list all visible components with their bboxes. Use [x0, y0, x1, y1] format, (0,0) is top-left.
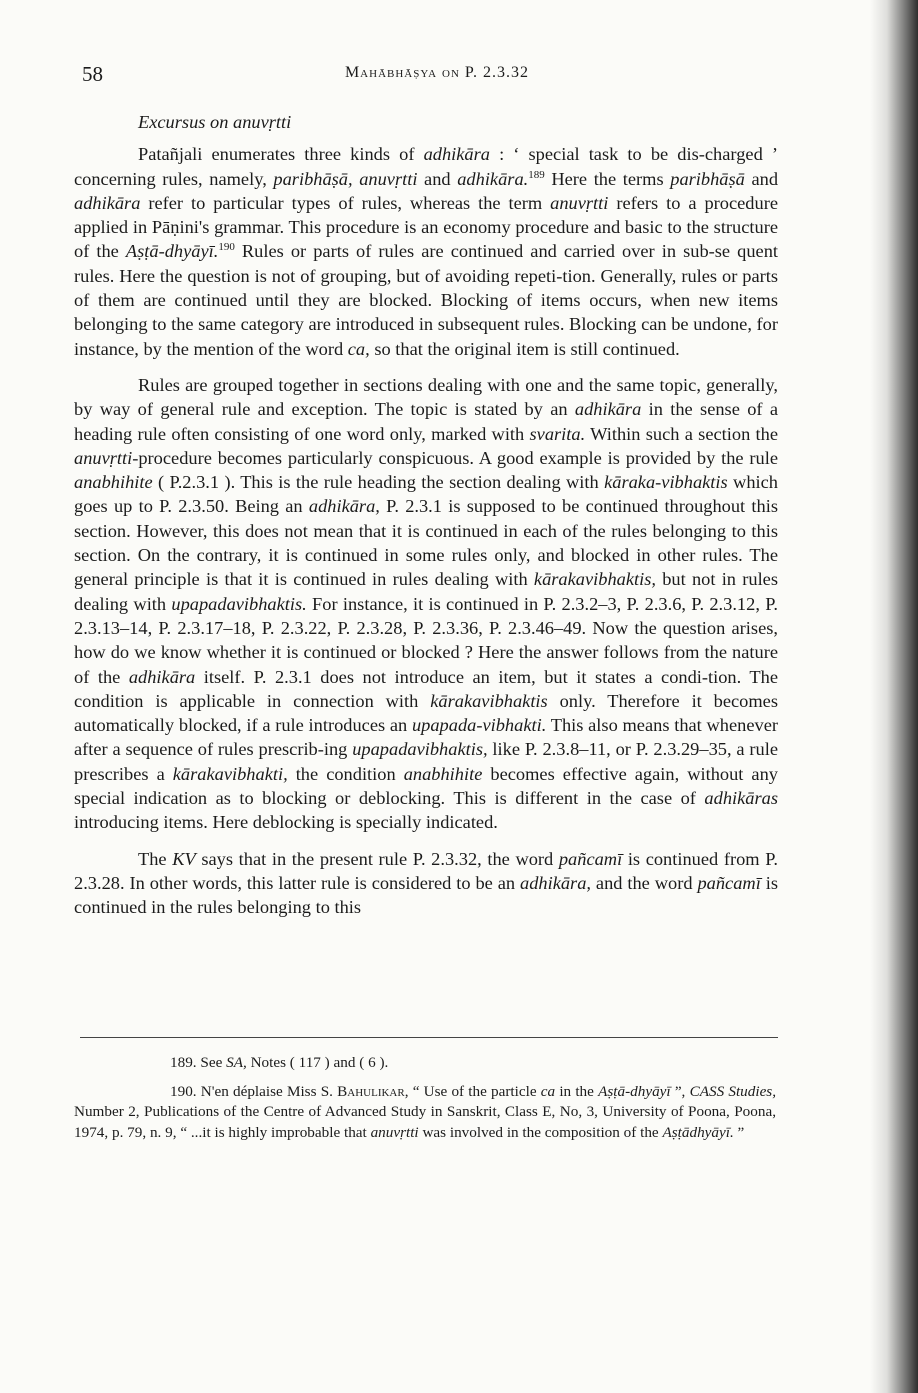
- running-head-part: on: [437, 64, 465, 81]
- paragraph-3: [74, 847, 778, 920]
- running-head-part: Mah: [344, 64, 379, 81]
- italic-term: adhikāra: [574, 399, 642, 420]
- scan-edge-shadow: [870, 0, 918, 1393]
- footnote-ref-190[interactable]: 190: [218, 241, 235, 254]
- italic-term: anuvṛtti: [550, 192, 609, 213]
- italic-term: Aṣṭā-dhyāyī: [598, 1082, 671, 1100]
- italic-term: pañcamī: [558, 848, 623, 869]
- paragraph-1: [74, 142, 778, 361]
- italic-term: kārakavibhaktis,: [533, 569, 656, 590]
- italic-term: paribhāṣā, anuvṛtti: [273, 168, 418, 189]
- text-run: refers to a procedure applied in Pāṇini's grammar. This procedure is an economy procedure and basic to the structure of the: [74, 192, 778, 262]
- footnote-189: [74, 1053, 776, 1074]
- text-run: Here the terms: [544, 168, 671, 189]
- page-number: 58: [82, 62, 103, 86]
- italic-term: adhikāra: [74, 192, 141, 213]
- text-run: so that the original item is still continued.: [369, 338, 680, 359]
- italic-term: kāraka-vibhaktis: [604, 472, 728, 493]
- italic-term: adhikāra: [128, 666, 196, 687]
- footnotes: [74, 1053, 776, 1151]
- italic-term: Aṣṭā-dhyāyī.: [125, 241, 219, 262]
- italic-term: adhikāras: [704, 788, 778, 809]
- running-head-part: P. 2.3.32: [464, 64, 530, 81]
- italic-term: ca: [540, 1082, 556, 1100]
- text-run: is continued from P. 2.3.28. In other words, this latter rule is considered to be an: [74, 848, 778, 893]
- italic-term: kārakavibhakti,: [172, 763, 288, 784]
- text-run: becomes effective again, without any special indication as to blocking or deblocking. This is different in the case of: [74, 763, 778, 809]
- text-run: is continued in the rules belonging to this: [74, 872, 778, 918]
- text-run: itself. P. 2.3.1 does not introduce an item, but it states a condi-tion. The condition is applicable in connection with: [74, 666, 779, 711]
- running-head-part: ābhāṣya: [378, 64, 438, 81]
- text-run: was involved in the composition of the: [418, 1123, 663, 1141]
- italic-term: adhikāra: [423, 144, 490, 165]
- text-run: refer to particular types of rules, whereas the term: [140, 192, 551, 213]
- italic-term: adhikāra,: [520, 872, 592, 893]
- italic-term: adhikāra,: [308, 496, 380, 517]
- text-run: Patañjali enumerates three kinds of: [138, 144, 424, 165]
- text-run: says that in the present rule P. 2.3.32, the word: [195, 848, 559, 869]
- text-run: , “ Use of the particle: [404, 1082, 541, 1100]
- footnote-190: [74, 1082, 776, 1144]
- italic-term: svarita.: [529, 423, 586, 444]
- text-run: 189. See: [170, 1054, 227, 1071]
- text-run: ”: [733, 1123, 745, 1141]
- text-run: P. 2.3.1 is supposed to be continued throughout this section. However, this does not mean that it is continued in each of the rules belonging to this section. On the contrary, it is continued in some rules only, and blocked in other rules. The general principle is that it is continued in rules dealing with: [74, 496, 778, 590]
- italic-term: anabhihite: [74, 472, 153, 493]
- text-run: ”,: [670, 1082, 690, 1100]
- text-run: Number 2, Publications of the Centre of Advanced Study in Sanskrit, Class E, No, 3, University of Poona, Poona, 1974, p. 79, n. 9, “ ...it is highly improbable that: [74, 1103, 776, 1141]
- text-run: but not in rules dealing with: [74, 569, 779, 614]
- text-run: 190. N'en déplaise Miss S.: [170, 1082, 338, 1100]
- text-run: and: [417, 168, 458, 189]
- italic-term: paribhāṣā: [670, 168, 745, 189]
- text-run: Rules are grouped together in sections dealing with one and the same topic, generally, by way of general rule and exception. The topic is stated by an: [74, 374, 778, 420]
- text-run: and the word: [591, 872, 698, 893]
- italic-term: CASS Studies,: [689, 1082, 777, 1100]
- text-run: which goes up to P. 2.3.50. Being an: [74, 472, 778, 517]
- text-run: ( P.2.3.1 ). This is the rule heading the section dealing with: [152, 472, 605, 493]
- text-run: The: [138, 848, 173, 869]
- text-run: -procedure becomes particularly conspicuous. A good example is provided by the rule: [132, 447, 778, 468]
- italic-term: pañcamī: [697, 872, 761, 893]
- italic-term: ca,: [347, 338, 370, 359]
- text-run: in the: [555, 1082, 599, 1100]
- text-run: Notes ( 117 ) and ( 6 ).: [246, 1054, 389, 1071]
- text-run: This also means that whenever after a sequence of rules prescrib-ing: [74, 715, 778, 760]
- text-run: : ‘ special task to be dis-charged ’ concerning rules, namely,: [74, 144, 778, 189]
- main-text: [74, 110, 778, 920]
- italic-term: anuvṛtti: [370, 1123, 419, 1141]
- section-title: Excursus on anuvṛtti: [138, 112, 292, 132]
- footnote-divider: [80, 1037, 778, 1038]
- italic-term: upapadavibhaktis.: [171, 593, 307, 614]
- page-header: [74, 62, 780, 88]
- text-run: like P. 2.3.8–11, or P. 2.3.29–35, a rule prescribes a: [74, 739, 778, 784]
- paragraph-2: [74, 373, 778, 835]
- italic-term: Aṣṭādhyāyī.: [662, 1123, 734, 1141]
- text-run: For instance, it is continued in P. 2.3.2–3, P. 2.3.6, P. 2.3.12, P. 2.3.13–14, P. 2.3.17–18, P. 2.3.22, P. 2.3.28, P. 2.3.36, P. 2.3.46–49. Now the question arises, how do we know whether it is continued or blocked ? Here the answer follows from the nature of the: [74, 593, 778, 687]
- italic-term: SA,: [226, 1054, 247, 1071]
- text-run: the condition: [287, 763, 404, 784]
- text-run: only. Therefore it becomes automatically blocked, if a rule introduces an: [74, 690, 779, 736]
- text-run: Rules or parts of rules are continued and carried over in sub-se quent rules. Here the question is not of grouping, but of avoiding repeti-tion. Generally, rules or parts of them are continued until they are blocked. Blocking of items occurs, when new items belonging to the same category are introduced in subsequent rules. Blocking can be undone, for instance, by the mention of the word: [74, 241, 778, 359]
- italic-term: upapada-vibhakti.: [411, 715, 547, 736]
- text-run: in the sense of a heading rule often consisting of one word only, marked with: [74, 399, 779, 444]
- italic-term: KV: [172, 848, 196, 869]
- italic-term: upapadavibhaktis,: [352, 739, 488, 760]
- italic-term: kārakavibhaktis: [430, 690, 548, 711]
- italic-term: adhikāra.: [457, 168, 529, 189]
- text-run: introducing items. Here deblocking is specially indicated.: [74, 812, 498, 833]
- italic-term: anabhihite: [403, 763, 483, 784]
- text-run: Within such a section the: [585, 423, 779, 444]
- italic-term: anuvṛtti: [74, 447, 133, 468]
- author-name: Bahulikar: [337, 1082, 405, 1100]
- running-head: [74, 64, 780, 82]
- footnote-ref-189[interactable]: 189: [528, 168, 545, 181]
- text-run: and: [744, 168, 779, 189]
